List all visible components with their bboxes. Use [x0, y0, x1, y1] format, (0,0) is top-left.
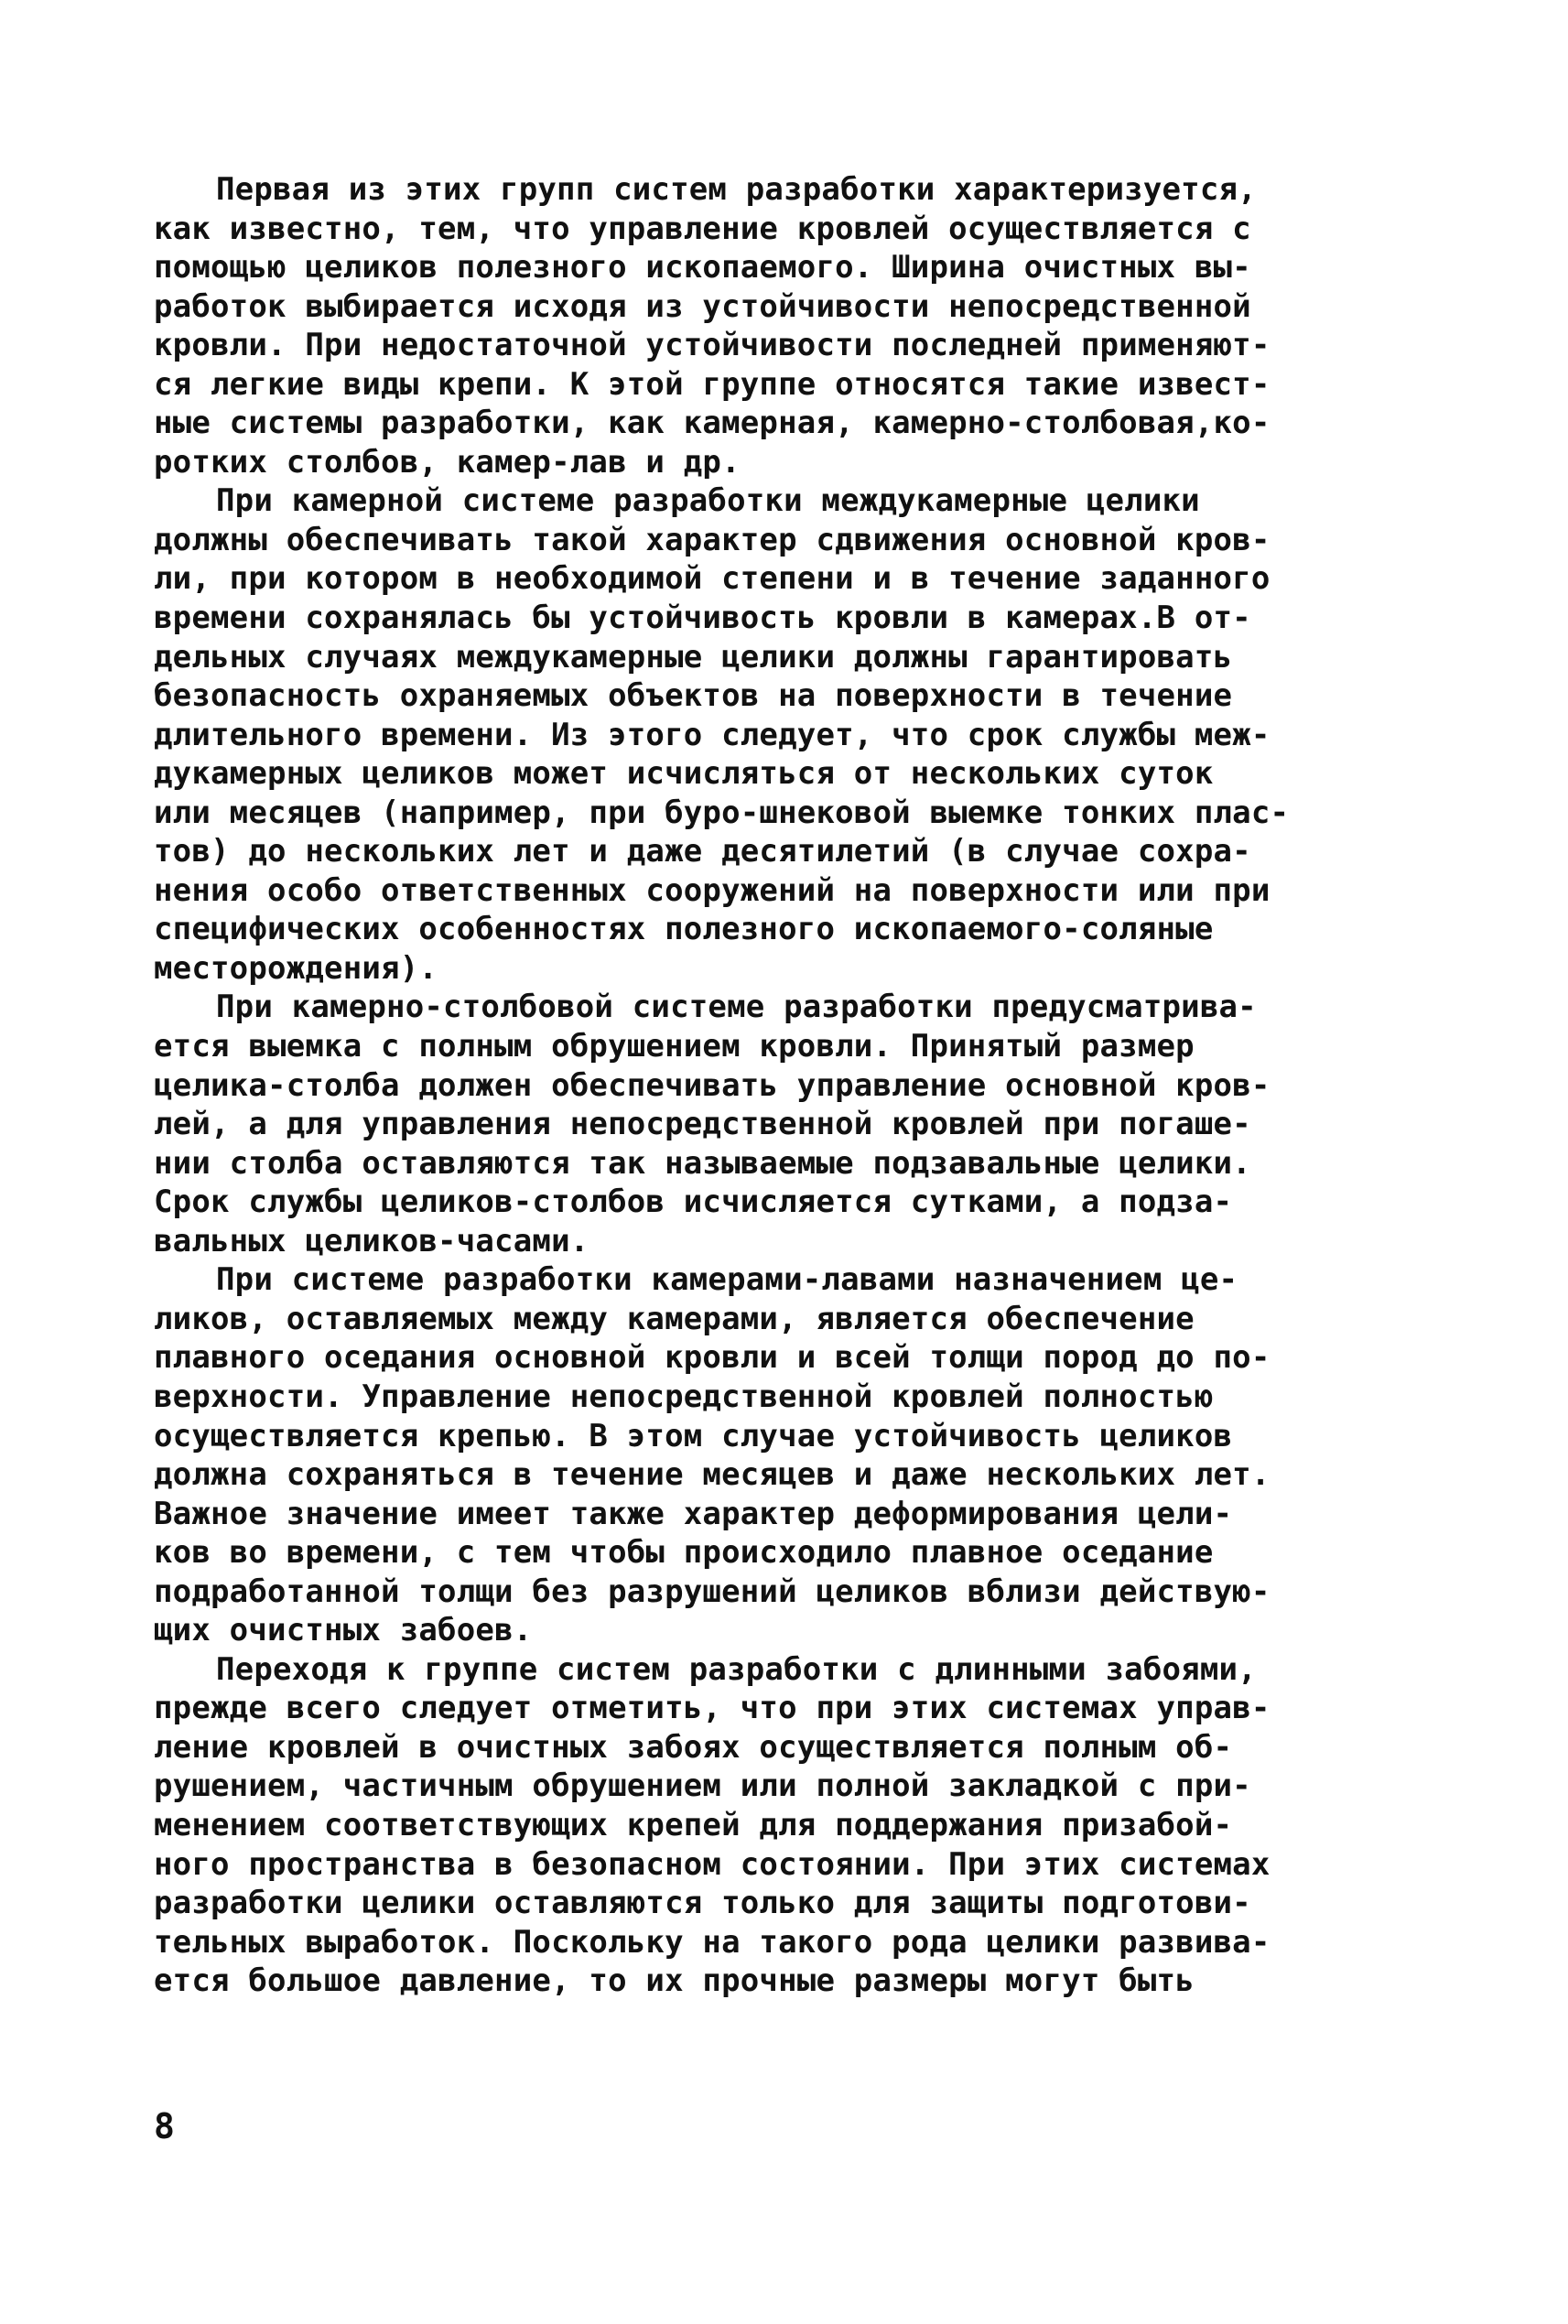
text-line: Срок службы целиков-столбов исчисляется сутками, а подза-: [154, 1184, 1233, 1221]
text-line: Первая из этих групп систем разработки характеризуется,: [216, 171, 1257, 208]
text-line: ли, при котором в необходимой степени и в течение заданного: [154, 560, 1271, 598]
text-line: специфических особенностях полезного ископаемого-соляные: [154, 911, 1214, 948]
text-line: плавного оседания основной кровли и всей толщи пород до по-: [154, 1339, 1271, 1377]
text-line: времени сохранялась бы устойчивость кровли в камерах.В от-: [154, 600, 1251, 637]
text-line: длительного времени. Из этого следует, что срок службы меж-: [154, 716, 1271, 753]
text-line: вальных целиков-часами.: [154, 1222, 589, 1259]
text-line: Важное значение имеет также характер деформирования цели-: [154, 1495, 1233, 1532]
text-line: прежде всего следует отметить, что при этих системах управ-: [154, 1690, 1271, 1727]
text-line: дукамерных целиков может исчисляться от нескольких суток: [154, 755, 1214, 793]
text-line: ется выемка с полным обрушением кровли. Принятый размер: [154, 1028, 1195, 1065]
text-line: кровли. При недостаточной устойчивости последней применяют-: [154, 327, 1271, 364]
text-line: ротких столбов, камер-лав и др.: [154, 443, 741, 481]
text-line: ков во времени, с тем чтобы происходило плавное оседание: [154, 1534, 1214, 1572]
text-line: При системе разработки камерами-лавами назначением це-: [216, 1261, 1238, 1299]
text-line: щих очистных забоев.: [154, 1612, 533, 1649]
text-line: нения особо ответственных сооружений на поверхности или при: [154, 871, 1271, 909]
text-line: ного пространства в безопасном состоянии. При этих системах: [154, 1845, 1271, 1883]
text-line: менением соответствующих крепей для поддержания призабой-: [154, 1806, 1233, 1843]
text-line: тельных выработок. Поскольку на такого рода целики развива-: [154, 1923, 1271, 1961]
text-line: лей, а для управления непосредственной кровлей при погаше-: [154, 1106, 1251, 1143]
text-line: ется большое давление, то их прочные размеры могут быть: [154, 1962, 1195, 2000]
text-line: ление кровлей в очистных забоях осуществляется полным об-: [154, 1728, 1233, 1766]
body-text: [154, 170, 1435, 2001]
text-line: ликов, оставляемых между камерами, является обеспечение: [154, 1300, 1195, 1337]
text-line: должны обеспечивать такой характер сдвижения основной кров-: [154, 521, 1271, 558]
text-line: помощью целиков полезного ископаемого. Ширина очистных вы-: [154, 249, 1251, 286]
text-line: целика-столба должен обеспечивать управление основной кров-: [154, 1066, 1271, 1104]
text-line: разработки целики оставляются только для защиты подготови-: [154, 1885, 1251, 1922]
text-line: ные системы разработки, как камерная, камерно-столбовая,ко-: [154, 405, 1271, 442]
text-line: месторождения).: [154, 949, 438, 987]
page-number: 8: [154, 2106, 175, 2146]
text-line: При камерной системе разработки междукамерные целики: [216, 482, 1200, 520]
text-line: тов) до нескольких лет и даже десятилетий (в случае сохра-: [154, 833, 1251, 870]
text-line: рушением, частичным обрушением или полной закладкой с при-: [154, 1767, 1251, 1805]
text-line: верхности. Управление непосредственной кровлей полностью: [154, 1378, 1214, 1415]
text-line: как известно, тем, что управление кровлей осуществляется с: [154, 210, 1251, 247]
text-line: дельных случаях междукамерные целики должны гарантировать: [154, 638, 1233, 676]
text-line: работок выбирается исходя из устойчивости непосредственной: [154, 287, 1251, 325]
text-line: нии столба оставляются так называемые подзавальные целики.: [154, 1144, 1251, 1182]
text-line: Переходя к группе систем разработки с длинными забоями,: [216, 1650, 1257, 1688]
text-line: безопасность охраняемых объектов на поверхности в течение: [154, 677, 1233, 715]
text-line: ся легкие виды крепи. К этой группе относятся такие извест-: [154, 365, 1271, 403]
text-line: или месяцев (например, при буро-шнековой выемке тонких плас-: [154, 794, 1290, 831]
text-line: подработанной толщи без разрушений целиков вблизи действую-: [154, 1573, 1271, 1610]
text-line: осуществляется крепью. В этом случае устойчивость целиков: [154, 1417, 1233, 1454]
text-line: При камерно-столбовой системе разработки предусматрива-: [216, 989, 1257, 1026]
text-line: должна сохраняться в течение месяцев и даже нескольких лет.: [154, 1456, 1271, 1494]
